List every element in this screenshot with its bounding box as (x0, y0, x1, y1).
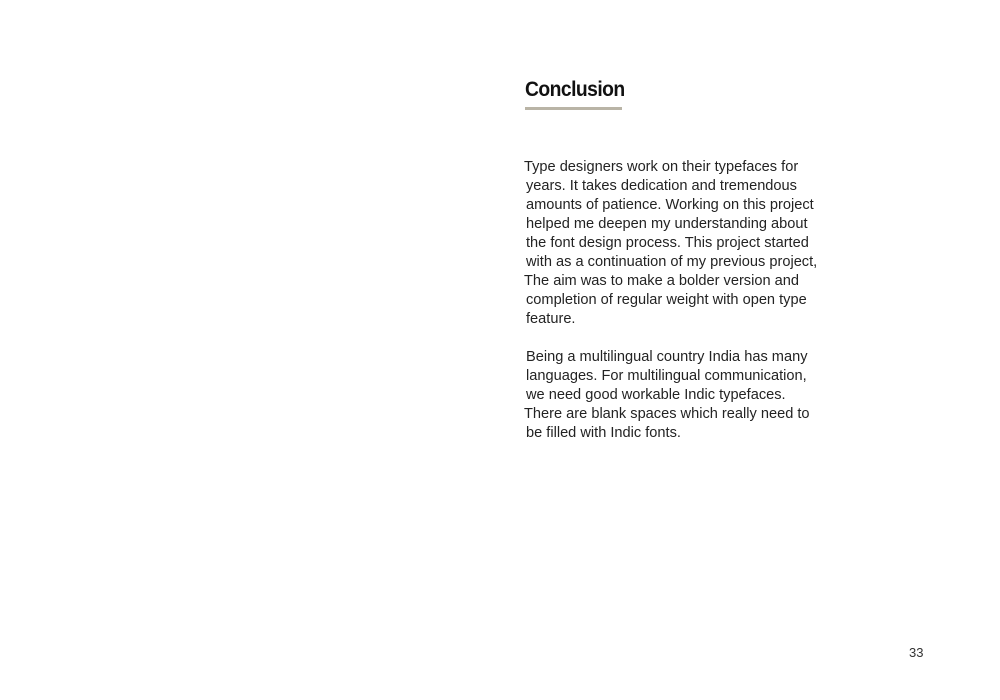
text-line: with as a continuation of my previous project, (526, 254, 818, 270)
body-text (524, 158, 824, 443)
text-line: the font design process. This project started (526, 235, 809, 251)
text-line: helped me deepen my understanding about (526, 216, 808, 232)
text-line: Type designers work on their typefaces for (524, 159, 799, 175)
heading-underline (525, 107, 622, 110)
text-line: amounts of patience. Working on this project (526, 197, 814, 213)
text-line: languages. For multilingual communication, (526, 368, 807, 384)
page-heading: Conclusion (525, 78, 625, 101)
text-line: we need good workable Indic typefaces. (526, 387, 786, 403)
text-line: years. It takes dedication and tremendous (526, 178, 797, 194)
text-line: There are blank spaces which really need to (524, 406, 810, 422)
text-line: feature. (526, 311, 576, 327)
paragraph-1 (524, 158, 824, 329)
text-line: Being a multilingual country India has many (526, 349, 808, 365)
text-line: completion of regular weight with open type (526, 292, 807, 308)
paragraph-2 (524, 348, 824, 443)
page-number: 33 (909, 645, 924, 660)
text-line: The aim was to make a bolder version and (524, 273, 799, 289)
text-line: be filled with Indic fonts. (526, 425, 681, 441)
